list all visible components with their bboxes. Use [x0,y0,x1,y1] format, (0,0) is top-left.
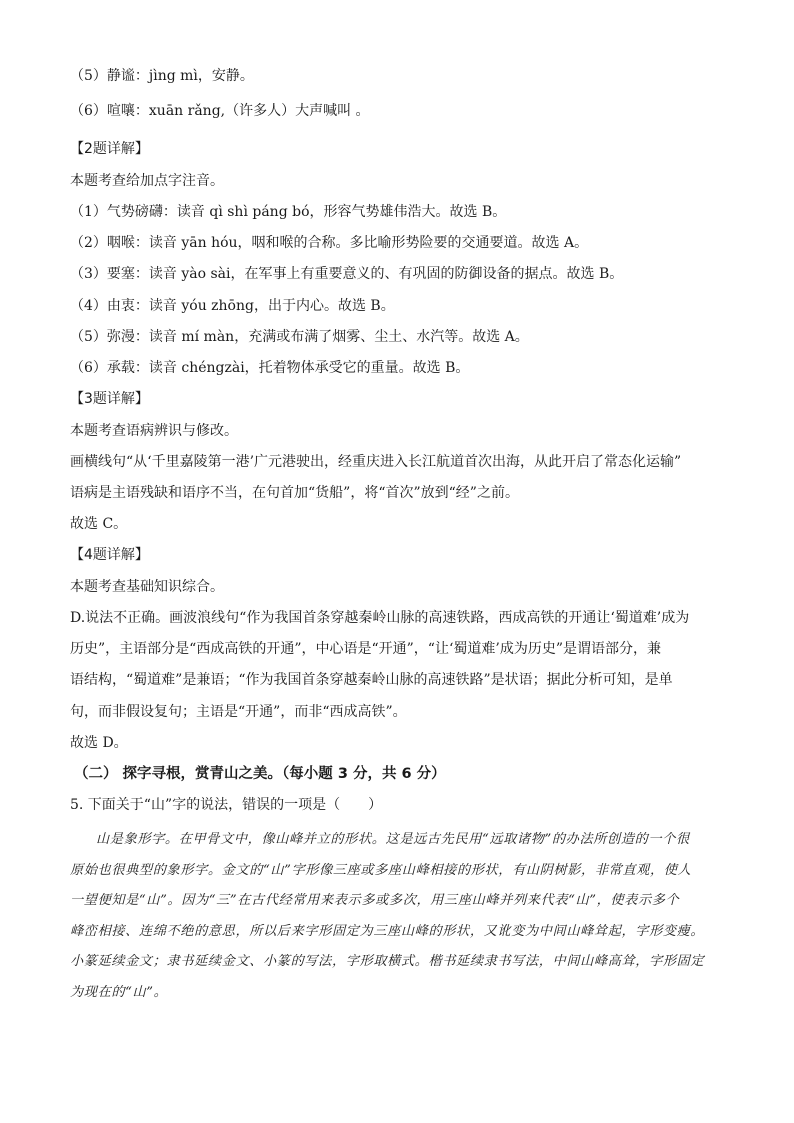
text-line: （2）咽喉：读音 yān hóu，咽和喉的合称。多比喻形势险要的交通要道。故选 A。 [70,235,589,251]
passage-line: 原始也很典型的象形字。金文的“山”字形像三座或多座山峰相接的形状，有山阴树影，非常直观，使人 [70,862,692,878]
answer-line-6-xuanrang: （6）喧嚷：xuān rǎng,（许多人）大声喊叫 。 [70,103,370,119]
text-line: 画横线句“从‘千里嘉陵第一港’广元港驶出，经重庆进入长江航道首次出海，从此开启了常态化运输” [70,454,682,470]
text-line: （3）要塞：读音 yào sài，在军事上有重要意义的、有巩固的防御设备的据点。故选 B。 [70,266,624,282]
answer-line-5-jingmi: （5）静谧：jìng mì，安静。 [70,68,254,84]
part-title: （二） 探字寻根，赏青山之美。（每小题 3 分，共 6 分） [74,766,446,782]
section-heading-q3: 【3题详解】 [70,391,149,407]
text-line: （6）承载：读音 chéngzài，托着物体承受它的重量。故选 B。 [70,360,470,376]
section-heading-q4: 【4题详解】 [70,547,149,563]
text-line: 本题考查给加点字注音。 [70,173,224,189]
text-line: 本题考查语病辨识与修改。 [70,423,238,439]
text-line: （1）气势磅礴：读音 qì shì páng bó，形容气势雄伟浩大。故选 B。 [70,204,507,220]
text-line: （4）由衷：读音 yóu zhōng，出于内心。故选 B。 [70,298,395,314]
text-line: 故选 D。 [70,735,128,751]
text-line: （5）弥漫：读音 mí màn，充满或布满了烟雾、尘土、水汽等。故选 A。 [70,329,529,345]
reading-passage [70,825,722,1008]
question-5-stem: 5. 下面关于“山”字的说法，错误的一项是（ ） [70,797,383,813]
text-line: 语病是主语残缺和语序不当，在句首加“货船”，将“首次”放到“经”之前。 [70,485,519,501]
section-heading-q2: 【2题详解】 [70,141,149,157]
text-line: 历史”，主语部分是“西成高铁的开通”，中心语是“开通”，“让‘蜀道难’成为历史”是谓语部分，兼 [70,641,661,657]
passage-line: 为现在的“山”。 [70,984,168,1000]
text-line: 句，而非假设复句；主语是“开通”，而非“西成高铁”。 [70,704,407,720]
passage-line: 小篆延续金文；隶书延续金文、小篆的写法，字形取横式。楷书延续隶书写法，中间山峰高耸，字形固定 [70,954,705,969]
text-line: 故选 C。 [70,516,128,532]
text-line: 本题考查基础知识综合。 [70,579,224,595]
passage-line: 山是象形字。在甲骨文中，像山峰并立的形状。这是远古先民用“远取诸物”的办法所创造的一个很 [96,832,690,847]
passage-line: 一望便知是“山”。因为“三”在古代经常用来表示多或多次，用三座山峰并列来代表“山”，使表示多个 [70,893,680,908]
passage-line: 峰峦相接、连绵不绝的意思，所以后来字形固定为三座山峰的形状，又讹变为中间山峰耸起，字形变瘦。 [70,923,705,939]
text-line: 语结构，“蜀道难”是兼语；“作为我国首条穿越秦岭山脉的高速铁路”是状语；据此分析可知，是单 [70,672,673,688]
text-line: D.说法不正确。画波浪线句“作为我国首条穿越秦岭山脉的高速铁路，西成高铁的开通让‘蜀道难’成为 [70,610,690,626]
